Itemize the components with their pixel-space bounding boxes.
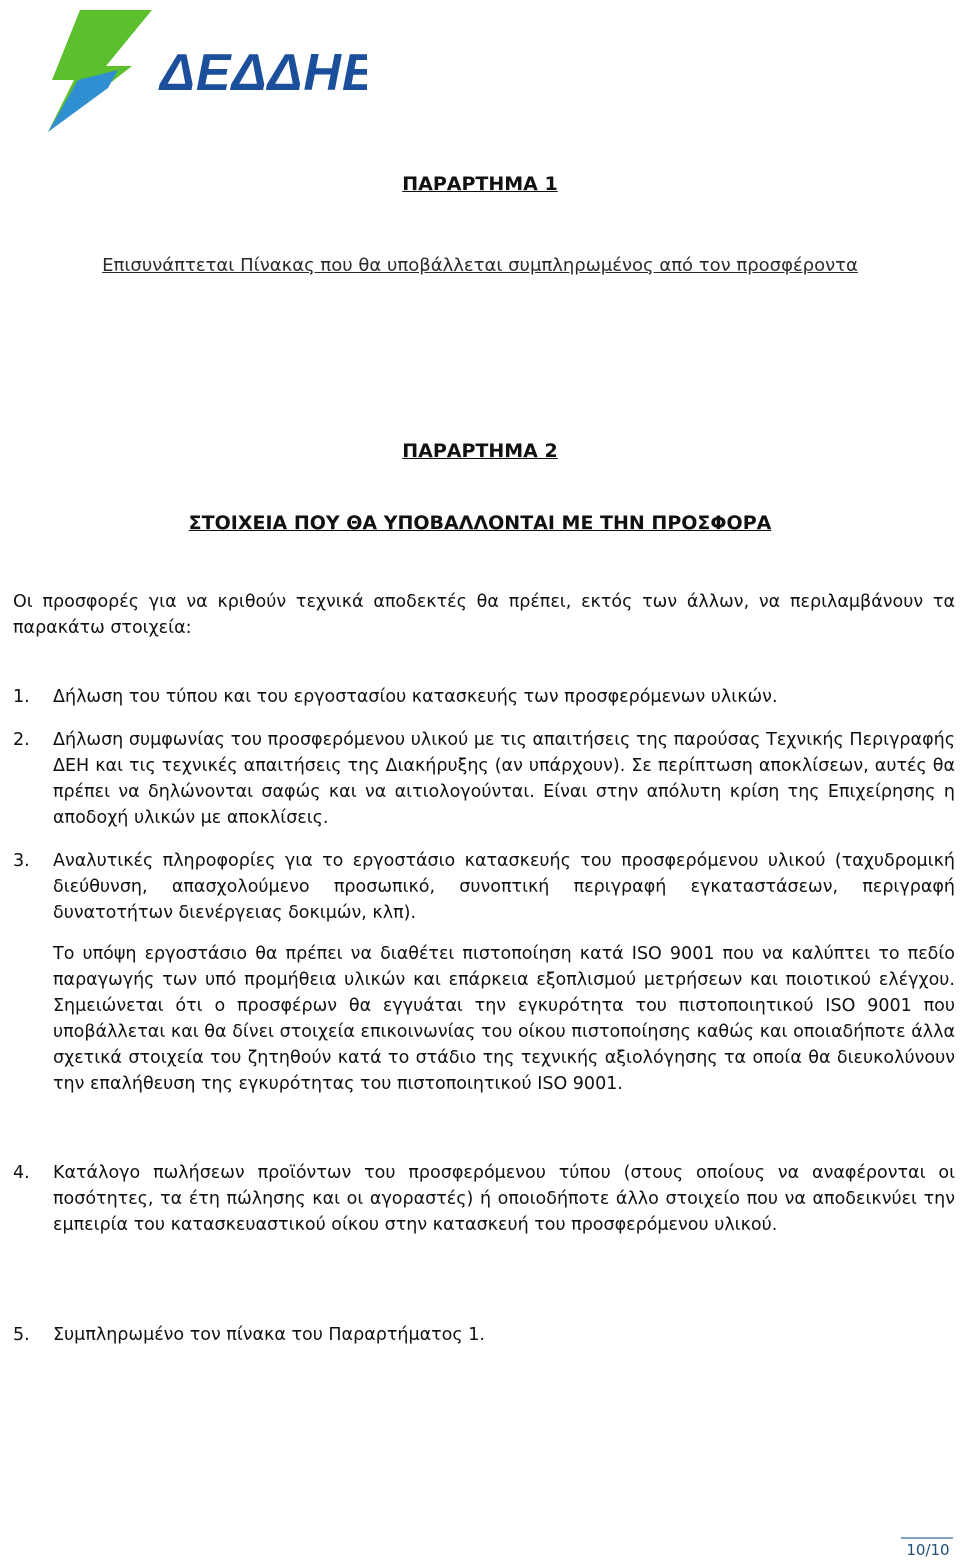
iso-paragraph: Το υπόψη εργοστάσιο θα πρέπει να διαθέτει πιστοποίηση κατά ISO 9001 που να καλύπτει το πεδίο παραγωγής των υπό προμήθεια υλικών και επάρκεια εξοπλισμού μετρήσεων και ποιοτικού ελέγχου. Σημειώνεται ότι ο προσφέρων θα εγγυάται την εγκυρότητα του πιστοποιητικού ISO 9001 που υποβάλλεται και θα δίνει στοιχεία επικοινωνίας του οίκου πιστοποίησης καθώς και οποιαδήποτε άλλα σχετικά στοιχεία του ζητηθούν κατά το στάδιο της τεχνικής αξιολόγησης τα οποία θα διευκολύνουν την επαλήθευση της εγκυρότητας του πιστοποιητικού ISO 9001. — [53, 944, 955, 1094]
item-number: 1. — [13, 687, 30, 707]
list-item: Κατάλογο πωλήσεων προϊόντων του προσφερόμενου τύπου (στους οποίους να αναφέρονται οι ποσότητες, τα έτη πώλησης και οι αγοραστές) ή οποιοδήποτε άλλο στοιχείο που να αποδεικνύει την εμπειρία του κατασκευαστικού οίκου στην κατασκευή του προσφερόμενου υλικού. — [53, 1163, 955, 1235]
list-item: Δήλωση του τύπου και του εργοστασίου κατασκευής των προσφερόμενων υλικών. — [53, 687, 778, 707]
logo-wordmark: ΔΕΔΔΗΕ — [160, 44, 367, 102]
annex2-title: ΠΑΡΑΡΤΗΜΑ 2 — [402, 440, 558, 462]
annex2-heading: ΣΤΟΙΧΕΙΑ ΠΟΥ ΘΑ ΥΠΟΒΑΛΛΟΝΤΑΙ ΜΕ ΤΗΝ ΠΡΟΣΦΟΡΑ — [188, 512, 772, 534]
logo-graphic — [22, 8, 367, 136]
annex1-subtitle: Επισυνάπτεται Πίνακας που θα υποβάλλεται συμπληρωμένος από τον προσφέροντα — [102, 255, 858, 276]
annex1-title: ΠΑΡΑΡΤΗΜΑ 1 — [402, 173, 558, 195]
item-number: 4. — [13, 1163, 30, 1183]
page-number: 10/10 — [906, 1541, 950, 1559]
intro-paragraph: Οι προσφορές για να κριθούν τεχνικά αποδεκτές θα πρέπει, εκτός των άλλων, να περιλαμβάνουν τα παρακάτω στοιχεία: — [13, 592, 955, 638]
footer-rule — [901, 1537, 953, 1539]
item-number: 3. — [13, 851, 30, 871]
list-item: Δήλωση συμφωνίας του προσφερόμενου υλικού με τις απαιτήσεις της παρούσας Τεχνικής Περιγραφής ΔΕΗ και τις τεχνικές απαιτήσεις της Διακήρυξης (αν υπάρχουν). Σε περίπτωση αποκλίσεων, αυτές θα πρέπει να δηλώνονται σαφώς και να αιτιολογούνται. Είναι στην απόλυτη κρίση της Επιχείρησης η αποδοχή υλικών με αποκλίσεις. — [53, 730, 955, 828]
item-number: 5. — [13, 1325, 30, 1345]
item-number: 2. — [13, 730, 30, 750]
list-item: Συμπληρωμένο τον πίνακα του Παραρτήματος 1. — [53, 1325, 485, 1345]
list-item: Αναλυτικές πληροφορίες για το εργοστάσιο κατασκευής του προσφερόμενου υλικού (ταχυδρομική διεύθυνση, απασχολούμενο προσωπικό, συνοπτική περιγραφή εγκαταστάσεων, περιγραφή δυνατοτήτων διενέργειας δοκιμών, κλπ). — [53, 851, 955, 923]
company-logo — [22, 8, 367, 136]
